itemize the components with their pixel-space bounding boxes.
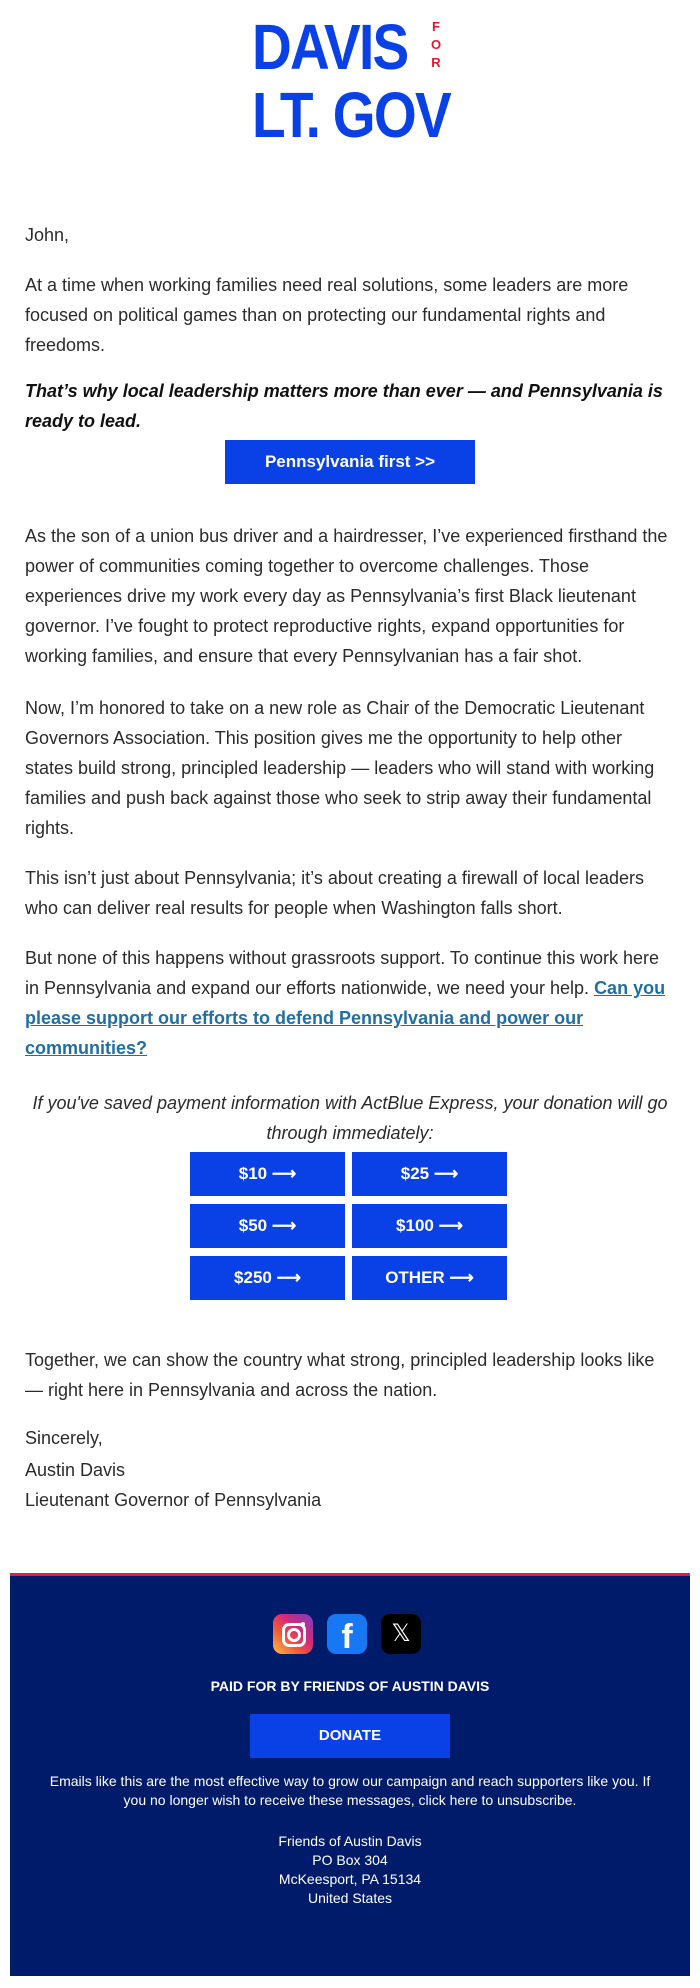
- mailing-address: [10, 1832, 690, 1908]
- davis-for-lt-gov-logo: [252, 11, 450, 151]
- grassroots-paragraph: [25, 943, 671, 1063]
- actblue-express-note: If you've saved payment information with ActBlue Express, your donation will go through immediately:: [32, 1093, 668, 1143]
- donate-100-button[interactable]: $100 ⟶: [352, 1204, 507, 1248]
- footer: [10, 1573, 690, 1976]
- address-line: United States: [307, 1890, 393, 1906]
- support-link[interactable]: Can you please support our efforts to defend Pennsylvania and power our communities?: [25, 978, 666, 1058]
- facebook-icon[interactable]: f: [327, 1614, 367, 1654]
- x-icon[interactable]: 𝕏: [381, 1614, 421, 1654]
- unsubscribe-link[interactable]: Emails like this are the most effective way to grow our campaign and reach supporters like you. If you no longer wish to receive these messages, click here to unsubscribe.: [49, 1773, 651, 1808]
- role-paragraph: Now, I’m honored to take on a new role as Chair of the Democratic Lieutenant Governors Association. This position gives me the opportunity to help other states build strong, principled leadership — leaders who will stand with working families and push back against those who seek to strip away their fundamental rights.: [25, 698, 655, 838]
- donate-25-button[interactable]: $25 ⟶: [352, 1152, 507, 1196]
- firewall-paragraph: This isn’t just about Pennsylvania; it’s about creating a firewall of local leaders who can deliver real results for people when Washington falls short.: [25, 868, 644, 918]
- grassroots-text: But none of this happens without grassroots support. To continue this work here in Pennsylvania and expand our efforts nationwide, we need your help.: [25, 948, 660, 998]
- address-line: Friends of Austin Davis: [278, 1833, 422, 1849]
- footer-donate-button[interactable]: DONATE: [250, 1714, 450, 1758]
- logo-for-letter: F: [432, 19, 440, 34]
- greeting: John,: [25, 225, 70, 245]
- signature-block: [25, 1455, 671, 1515]
- emphasis-paragraph: That’s why local leadership matters more than ever — and Pennsylvania is ready to lead.: [25, 381, 663, 431]
- instagram-icon[interactable]: [273, 1614, 313, 1654]
- donate-50-button[interactable]: $50 ⟶: [190, 1204, 345, 1248]
- donate-other-button[interactable]: OTHER ⟶: [352, 1256, 507, 1300]
- logo-for-letter: R: [431, 55, 441, 70]
- unsubscribe-text: [40, 1772, 660, 1810]
- address-line: PO Box 304: [312, 1852, 388, 1868]
- social-links: [10, 1614, 690, 1654]
- logo-line-lt-gov: LT. GOV: [252, 79, 450, 151]
- sign-off: Sincerely,: [25, 1428, 103, 1448]
- together-paragraph: Together, we can show the country what strong, principled leadership looks like — right here in Pennsylvania and across the nation.: [25, 1350, 655, 1400]
- donate-250-button[interactable]: $250 ⟶: [190, 1256, 345, 1300]
- paid-for-disclaimer: PAID FOR BY FRIENDS OF AUSTIN DAVIS: [210, 1678, 490, 1694]
- logo-for: [426, 18, 446, 72]
- pennsylvania-first-button[interactable]: Pennsylvania first >>: [225, 440, 475, 484]
- address-line: McKeesport, PA 15134: [278, 1871, 422, 1887]
- intro-paragraph: At a time when working families need real solutions, some leaders are more focused on political games than on protecting our fundamental rights and freedoms.: [25, 275, 629, 355]
- logo-for-letter: O: [430, 37, 442, 52]
- story-paragraph: As the son of a union bus driver and a hairdresser, I’ve experienced firsthand the power of communities coming together to overcome challenges. Those experiences drive my work every day as Pennsylvania’s first Black lieutenant governor. I’ve fought to protect reproductive rights, expand opportunities for working families, and ensure that every Pennsylvanian has a fair shot.: [25, 526, 668, 666]
- donate-10-button[interactable]: $10 ⟶: [190, 1152, 345, 1196]
- signer-name: Austin Davis: [25, 1460, 126, 1480]
- signer-title: Lieutenant Governor of Pennsylvania: [25, 1490, 322, 1510]
- logo-line-davis: DAVIS: [252, 11, 408, 83]
